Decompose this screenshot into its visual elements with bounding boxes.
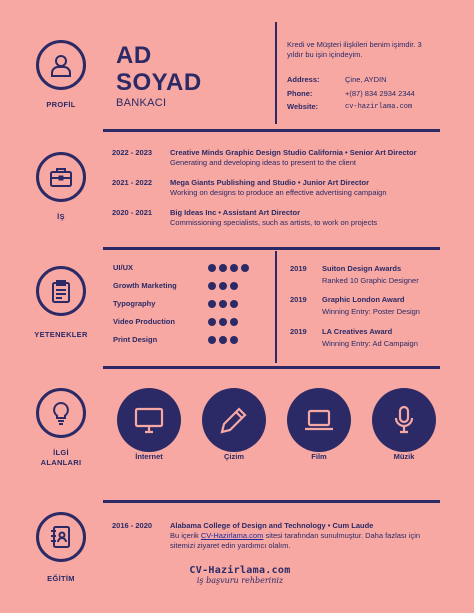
award-1-year: 2019 — [290, 264, 307, 273]
last-name: SOYAD — [116, 69, 202, 96]
profile-summary: Kredi ve Müşteri ilişkileri benim işimdir. 3 yıldır bu işin içindeyim. — [287, 40, 422, 59]
watermark-brand: CV-Hazirlama.com — [189, 565, 291, 576]
watermark-tagline: iş başvuru rehberiniz — [196, 576, 284, 585]
skill-dot — [208, 300, 216, 308]
work-label: İŞ — [57, 212, 65, 221]
work-2-title: Mega Giants Publishing and Studio • Junior Art Director — [170, 178, 370, 187]
interests-label-2: ALANLARI — [40, 458, 82, 467]
divider-4 — [103, 500, 440, 503]
user-icon — [48, 52, 74, 78]
contact-website-label: Website: — [287, 102, 319, 111]
work-1-desc: Generating and developing ideas to present to the client — [170, 158, 356, 167]
watermark-logo — [180, 565, 300, 585]
skill-level-dots — [208, 264, 249, 272]
skill-dot — [241, 264, 249, 272]
skill-dot — [219, 300, 227, 308]
skill-level-dots — [208, 318, 249, 326]
education-icon-circle — [36, 512, 86, 562]
skill-dot — [208, 318, 216, 326]
skill-level-dots — [208, 282, 249, 290]
skill-dot — [230, 264, 238, 272]
work-3-years: 2020 - 2021 — [112, 208, 153, 217]
award-2-title: Graphic London Award — [322, 295, 405, 304]
contact-address-label: Address: — [287, 75, 320, 84]
education-desc — [170, 531, 430, 551]
skills-divider — [275, 251, 277, 363]
hobby-music-circle — [372, 388, 436, 452]
hobby-internet-circle — [117, 388, 181, 452]
skill-dot — [219, 318, 227, 326]
job-title: BANKACI — [116, 97, 167, 109]
skill-dot — [219, 282, 227, 290]
work-icon-circle — [36, 152, 86, 202]
hobby-internet-label: İnternet — [135, 452, 163, 461]
skill-name: Video Production — [113, 317, 175, 326]
skill-dot — [241, 300, 249, 308]
skill-name: Print Design — [113, 335, 158, 344]
notebook-icon — [48, 524, 74, 550]
monitor-icon — [132, 403, 166, 437]
skill-dot — [241, 336, 249, 344]
skill-dot — [230, 300, 238, 308]
divider-2 — [103, 247, 440, 250]
first-name: AD — [116, 42, 152, 69]
award-3-year: 2019 — [290, 327, 307, 336]
education-desc-before: Bu içerik — [170, 531, 201, 540]
interests-icon-circle — [36, 388, 86, 438]
award-2-year: 2019 — [290, 295, 307, 304]
work-3-desc: Commissioning specialists, such as artists, to work on projects — [170, 218, 378, 227]
education-label: EĞİTİM — [47, 574, 75, 583]
work-1-title: Creative Minds Graphic Design Studio California • Senior Art Director — [170, 148, 417, 157]
work-3-title: Big Ideas Inc • Assistant Art Director — [170, 208, 301, 217]
award-3-desc: Winning Entry: Ad Campaign — [322, 339, 418, 348]
hobby-drawing-label: Çizim — [223, 452, 244, 461]
award-3-title: LA Creatives Award — [322, 327, 393, 336]
pencil-icon — [217, 403, 251, 437]
laptop-icon — [302, 403, 336, 437]
skill-dot — [208, 264, 216, 272]
skill-dot — [230, 318, 238, 326]
skill-dot — [241, 282, 249, 290]
contact-address-value: Çine, AYDIN — [345, 75, 387, 84]
contact-website-value[interactable]: cv-hazirlama.com — [345, 103, 413, 111]
contact-phone-value: +(87) 834 2934 2344 — [345, 89, 415, 98]
skill-level-dots — [208, 336, 249, 344]
award-1-desc: Ranked 10 Graphic Designer — [322, 276, 419, 285]
skill-level-dots — [208, 300, 249, 308]
education-desc-after: sitesi tarafından sunulmuştur. Daha fazlası için sitemizi ziyaret edin yardımcı olalım. — [170, 531, 421, 550]
microphone-icon — [387, 403, 421, 437]
skill-dot — [208, 336, 216, 344]
hobby-music-label: Müzik — [393, 452, 415, 461]
skills-label: YETENEKLER — [34, 330, 88, 339]
divider-3 — [103, 366, 440, 369]
work-2-years: 2021 - 2022 — [112, 178, 153, 187]
award-1-title: Suiton Design Awards — [322, 264, 402, 273]
skill-dot — [208, 282, 216, 290]
briefcase-icon — [48, 164, 74, 190]
skill-dot — [230, 336, 238, 344]
divider-1 — [103, 129, 440, 132]
work-1-years: 2022 - 2023 — [112, 148, 153, 157]
header-divider — [275, 22, 277, 124]
skill-name: UI/UX — [113, 263, 134, 272]
hobby-drawing-circle — [202, 388, 266, 452]
skills-icon-circle — [36, 266, 86, 316]
skill-dot — [219, 264, 227, 272]
hobby-film-circle — [287, 388, 351, 452]
profile-label: PROFİL — [46, 100, 76, 109]
profile-icon-circle — [36, 40, 86, 90]
lightbulb-icon — [48, 400, 74, 426]
education-title: Alabama College of Design and Technology • Cum Laude — [170, 521, 374, 530]
skill-dot — [219, 336, 227, 344]
hobby-film-label: Film — [311, 452, 327, 461]
skill-dot — [241, 318, 249, 326]
contact-phone-label: Phone: — [287, 89, 313, 98]
skill-name: Growth Marketing — [113, 281, 177, 290]
skill-dot — [230, 282, 238, 290]
interests-label-1: İLGİ — [53, 448, 69, 457]
clipboard-icon — [48, 278, 74, 304]
education-desc-link[interactable]: CV-Hazirlama.com — [200, 531, 264, 540]
award-2-desc: Winning Entry: Poster Design — [322, 307, 420, 316]
skill-name: Typography — [113, 299, 156, 308]
work-2-desc: Working on designs to produce an effective advertising campaign — [170, 188, 387, 197]
education-years: 2016 - 2020 — [112, 521, 153, 530]
